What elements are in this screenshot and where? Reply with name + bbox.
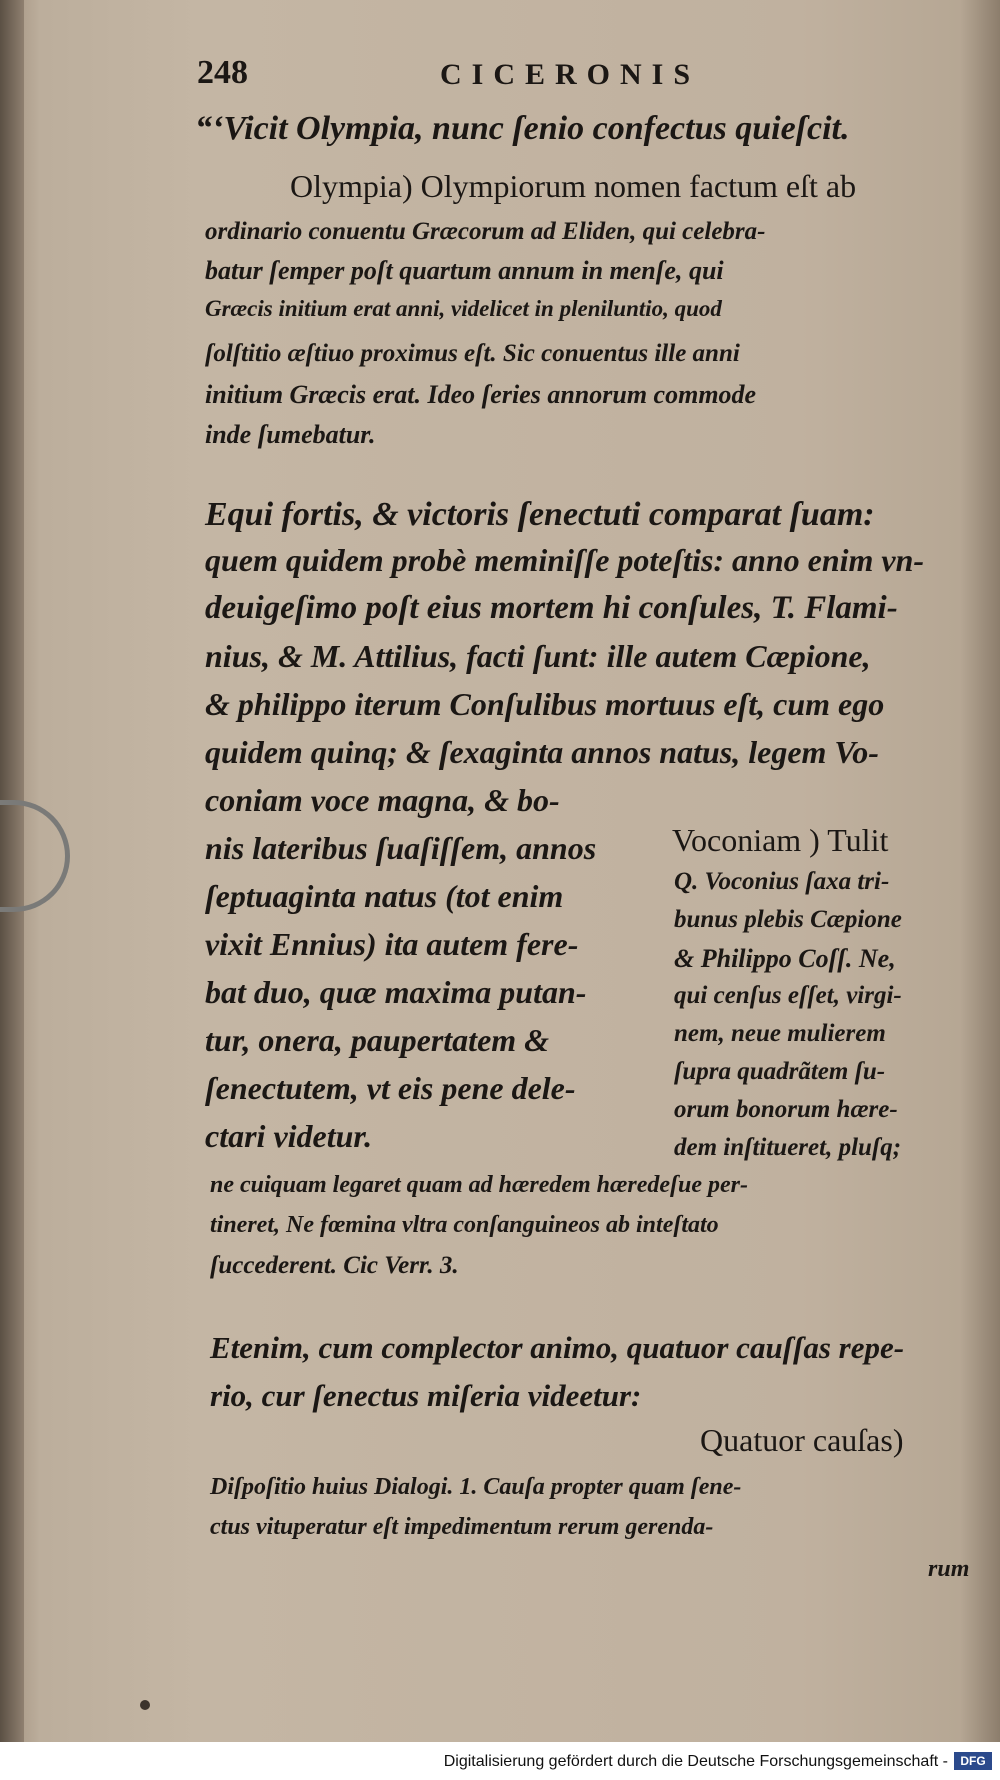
margin-note-line: Voconiam ) Tulit — [672, 822, 889, 858]
ink-speck — [140, 1700, 150, 1710]
text-line: ordinario conuentu Græcorum ad Eliden, qui celebra- — [205, 218, 766, 245]
text-line: ſuccederent. Cic Verr. 3. — [210, 1252, 459, 1279]
margin-note-line: & Philippo Coſſ. Ne, — [674, 944, 896, 973]
margin-note-line: nem, neue mulierem — [674, 1020, 886, 1047]
text-line: Quatuor cauſas) — [700, 1422, 904, 1458]
text-line: deuigeſimo poſt eius mortem hi conſules, T. Flami- — [205, 590, 898, 626]
text-line: bat duo, quæ maxima putan- — [205, 974, 587, 1010]
footer-credit: Digitalisierung gefördert durch die Deutsche Forschungsgemeinschaft - — [443, 1753, 948, 1770]
margin-note-line: Q. Voconius ſaxa tri- — [674, 868, 890, 895]
dfg-logo: DFG — [954, 1752, 992, 1770]
page-number: 248 — [197, 54, 248, 91]
running-title: CICERONIS — [440, 58, 701, 91]
text-line: batur ſemper poſt quartum annum in menſe, qui — [205, 256, 724, 285]
margin-note-line: bunus plebis Cæpione — [674, 906, 902, 933]
text-line: nius, & M. Attilius, facti ſunt: ille autem Cæpione, — [205, 638, 871, 674]
text-line: rum — [928, 1556, 970, 1582]
text-line: nis lateribus ſuaſiſſem, annos — [205, 830, 597, 866]
text-line: Olympia) Olympiorum nomen factum eſt ab — [290, 168, 857, 204]
text-line: & philippo iterum Conſulibus mortuus eſt, cum ego — [205, 686, 885, 722]
text-line: vixit Ennius) ita autem fere- — [205, 926, 579, 962]
margin-note-line: qui cenſus eſſet, virgi- — [674, 982, 902, 1009]
text-line: Equi fortis, & victoris ſenectuti comparat ſuam: — [205, 496, 875, 533]
text-line: coniam voce magna, & bo- — [205, 782, 560, 818]
text-line: inde ſumebatur. — [205, 420, 376, 449]
text-line: Diſpoſitio huius Dialogi. 1. Cauſa propter quam ſene- — [210, 1474, 742, 1500]
text-line: Etenim, cum complector animo, quatuor cauſſas repe- — [210, 1330, 905, 1365]
text-line: ctari videtur. — [205, 1118, 373, 1154]
text-line: tur, onera, paupertatem & — [205, 1022, 550, 1058]
text-line: ctus vituperatur eſt impedimentum rerum gerenda- — [210, 1514, 714, 1540]
text-line: ſeptuaginta natus (tot enim — [205, 878, 564, 914]
margin-note-line: ſupra quadrãtem ſu- — [674, 1058, 886, 1085]
text-line: Græcis initium erat anni, videlicet in pleniluntio, quod — [205, 296, 722, 321]
text-line: quem quidem probè meminiſſe poteſtis: anno enim vn- — [205, 542, 925, 578]
margin-note-line: orum bonorum hære- — [674, 1096, 898, 1123]
text-line: tineret, Ne fœmina vltra conſanguineos ab inteſtato — [210, 1212, 719, 1238]
text-line: rio, cur ſenectus miſeria videetur: — [210, 1378, 642, 1413]
text-line: quidem quinq; & ſexaginta annos natus, legem Vo- — [205, 734, 879, 770]
margin-note-line: dem inſtitueret, pluſq; — [674, 1134, 902, 1161]
text-line: ſolſtitio æſtiuo proximus eſt. Sic conuentus ille anni — [205, 340, 740, 367]
text-line: ne cuiquam legaret quam ad hæredem hæredeſue per- — [210, 1172, 748, 1198]
text-line: “‘Vicit Olympia, nunc ſenio confectus quieſcit. — [195, 110, 850, 147]
text-line: initium Græcis erat. Ideo ſeries annorum commode — [205, 380, 757, 409]
text-line: ſenectutem, vt eis pene dele- — [205, 1070, 576, 1106]
